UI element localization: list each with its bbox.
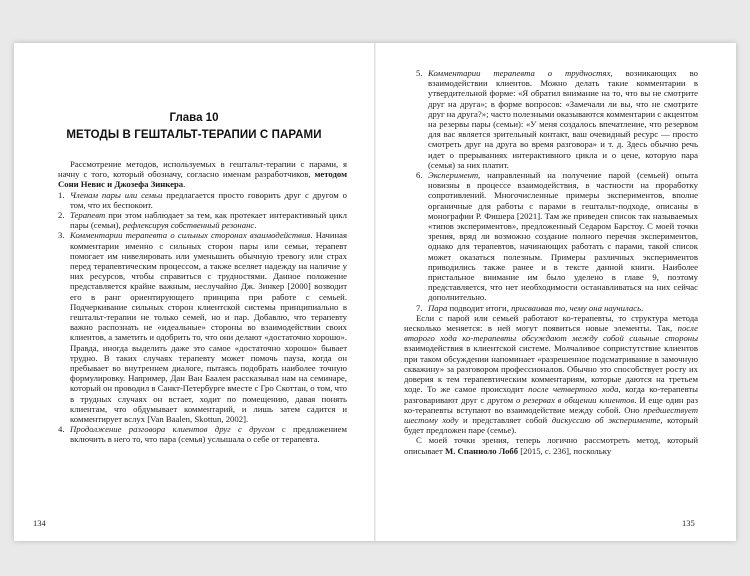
left-text-block [58,159,347,445]
right-page [376,43,736,541]
cotherapy-paragraph: Если с парой или семьей работают ко-терапевты, то структура метода несколько меняется: в ней могут появиться новые элементы. Так, после второго хода ко-терапевты обсуждают между собой сильные стороны взаимодействия в клиентской системе. Молчаливое сопристутствие клиентов при таком обсуждении напоминает «разрешенное подсматривание в замочную скважину» за разговором профессионалов. Обычно это способствует росту их доверия к тем терапевтическим комментариям, которые даются на третьем ходе. То же самое происходит после четвертого хода, когда ко-терапевты разговаривают друг с другом о резервах в общении клиентов. И еще один раз ко-терапевты вступают во взаимодействие между собой. Оно предшествует шестому ходу и представляет собой дискуссию об эксперименте, который будет предложен паре (семье). [404,312,698,436]
list-item-5: 5. Комментарии терапевта о трудностях, возникающих во взаимодействии клиентов. Можно делать такие комментарии в утвердительной форме: «Я обратил внимание на то, что вы не смотрите друг на друга»; в форме вопросов: «Замечали ли вы, что не смотрите друг на друга?»; часто полезными оказываются комментарии с акцентом на резервы пары (семьи): «У меня создалось впечатление, что резервом для вас является зрительный контакт, ваш очевидный ресурс — просто смотреть друг на друга во время разговора» и т. д. Здесь обычно речь идет о прерываниях интерактивного цикла и о цене, которую пара (семья) за них платит. [416,68,698,170]
lobb-paragraph: С моей точки зрения, теперь логично рассмотреть метод, который описывает М. Спаниоло Лобб [2015, с. 236], поскольку [404,435,698,456]
intro-bold-method: методом Сони Невис и Джозефа Зинкера [58,169,347,190]
list-item-1: 1. Членам пары или семьи предлагается просто говорить друг с другом о том, что их беспокоит. [58,189,347,210]
list-item-3: 3. Комментарии терапевта о сильных сторонах взаимодействия. Начиная комментарии именно с сильных сторон пары или семьи, терапевт помогает им нивелировать или уменьшить обычную тревогу или страх перед терапевтическим процессом, а также вселяет надежду на наличие у них ресурсов, чтобы справиться с трудностями. Данное положение представляется крайне важным, неслучайно Дж. Зинкер [2000] возводит его в ранг ориентирующего принципа при работе с семьей. Подчеркивание сильных сторон клиентской системы принципиально в гештальт-терапии не только семей, но и пар. Добавлю, что терапевту важно распознать не «идеальные» стороны во взаимодействии своих клиентов, а заметить и одобрить то, что они делают «достаточно хорошо». Правда, иногда выделить даже это самое «достаточно хорошо» бывает трудно. В таких случаях терапевту может помочь пауза, когда он пребывает во внутреннем диалоге, пытаясь подобрать наиболее точную формулировку. Например, Дан Ван Баален рассказывал нам на семинаре, который он проводил в Санкт-Петербурге вместе с Гро Скоттан, о том, что в трудных случаях он встает, ходит по помещению, давая понять клиентам, что обдумывает комментарий, и лишь затем садится и комментирует вслух [Van Baalen, Skottun, 2002]. [58,230,347,425]
page-number-left: 134 [33,518,46,528]
left-page [14,43,374,541]
list-item-2: 2. Терапевт при этом наблюдает за тем, как протекает интерактивный цикл пары (семьи), рефлексируя собственный резонанс. [58,210,347,231]
chapter-title: МЕТОДЫ В ГЕШТАЛЬТ-ТЕРАПИИ С ПАРАМИ [66,129,322,141]
list-item-7: 7. Пара подводит итоги, присваивая то, чему она научилась. [416,302,644,313]
page-number-right: 135 [682,518,695,528]
list-item-4: 4. Продолжение разговора клиентов друг с другом с предложением включить в него то, что пара (семья) услышала о себе от терапевта. [58,424,348,445]
chapter-number: Глава 10 [169,112,219,124]
lobb-author-bold: М. Спаниоло Лобб [445,445,519,456]
right-text-block [404,68,698,456]
intro-paragraph: Рассмотрение методов, используемых в гештальт-терапии с парами, я начну с того, который обозначу, согласно именам разработчиков, методом Сони Невис и Джозефа Зинкера. [58,159,347,190]
list-item-6: 6. Эксперимент, направленный на получение парой (семьей) опыта новизны в процессе взаимодействия, в частности на проработку сопротивлений. Многочисленные примеры экспериментов, вполне органичные для работы с парами в гештальт-подходе, описаны в монографии Р. Фишера [2021]. Там же приведен список так называемых «типов экспериментов», предложенный Седаром Барстоу. С моей точки зрения, вряд ли возможно создание полного перечня экспериментов, однако для терапевтов, начинающих работать с парами, такой список может оказаться полезным. Примеры различных экспериментов приводились также ранее и в тексте данной книги. Наиболее пристальное внимание им было уделено в главе 9, поэтому представляется, что нет необходимости останавливаться на них сейчас дополнительно. [416,170,698,303]
